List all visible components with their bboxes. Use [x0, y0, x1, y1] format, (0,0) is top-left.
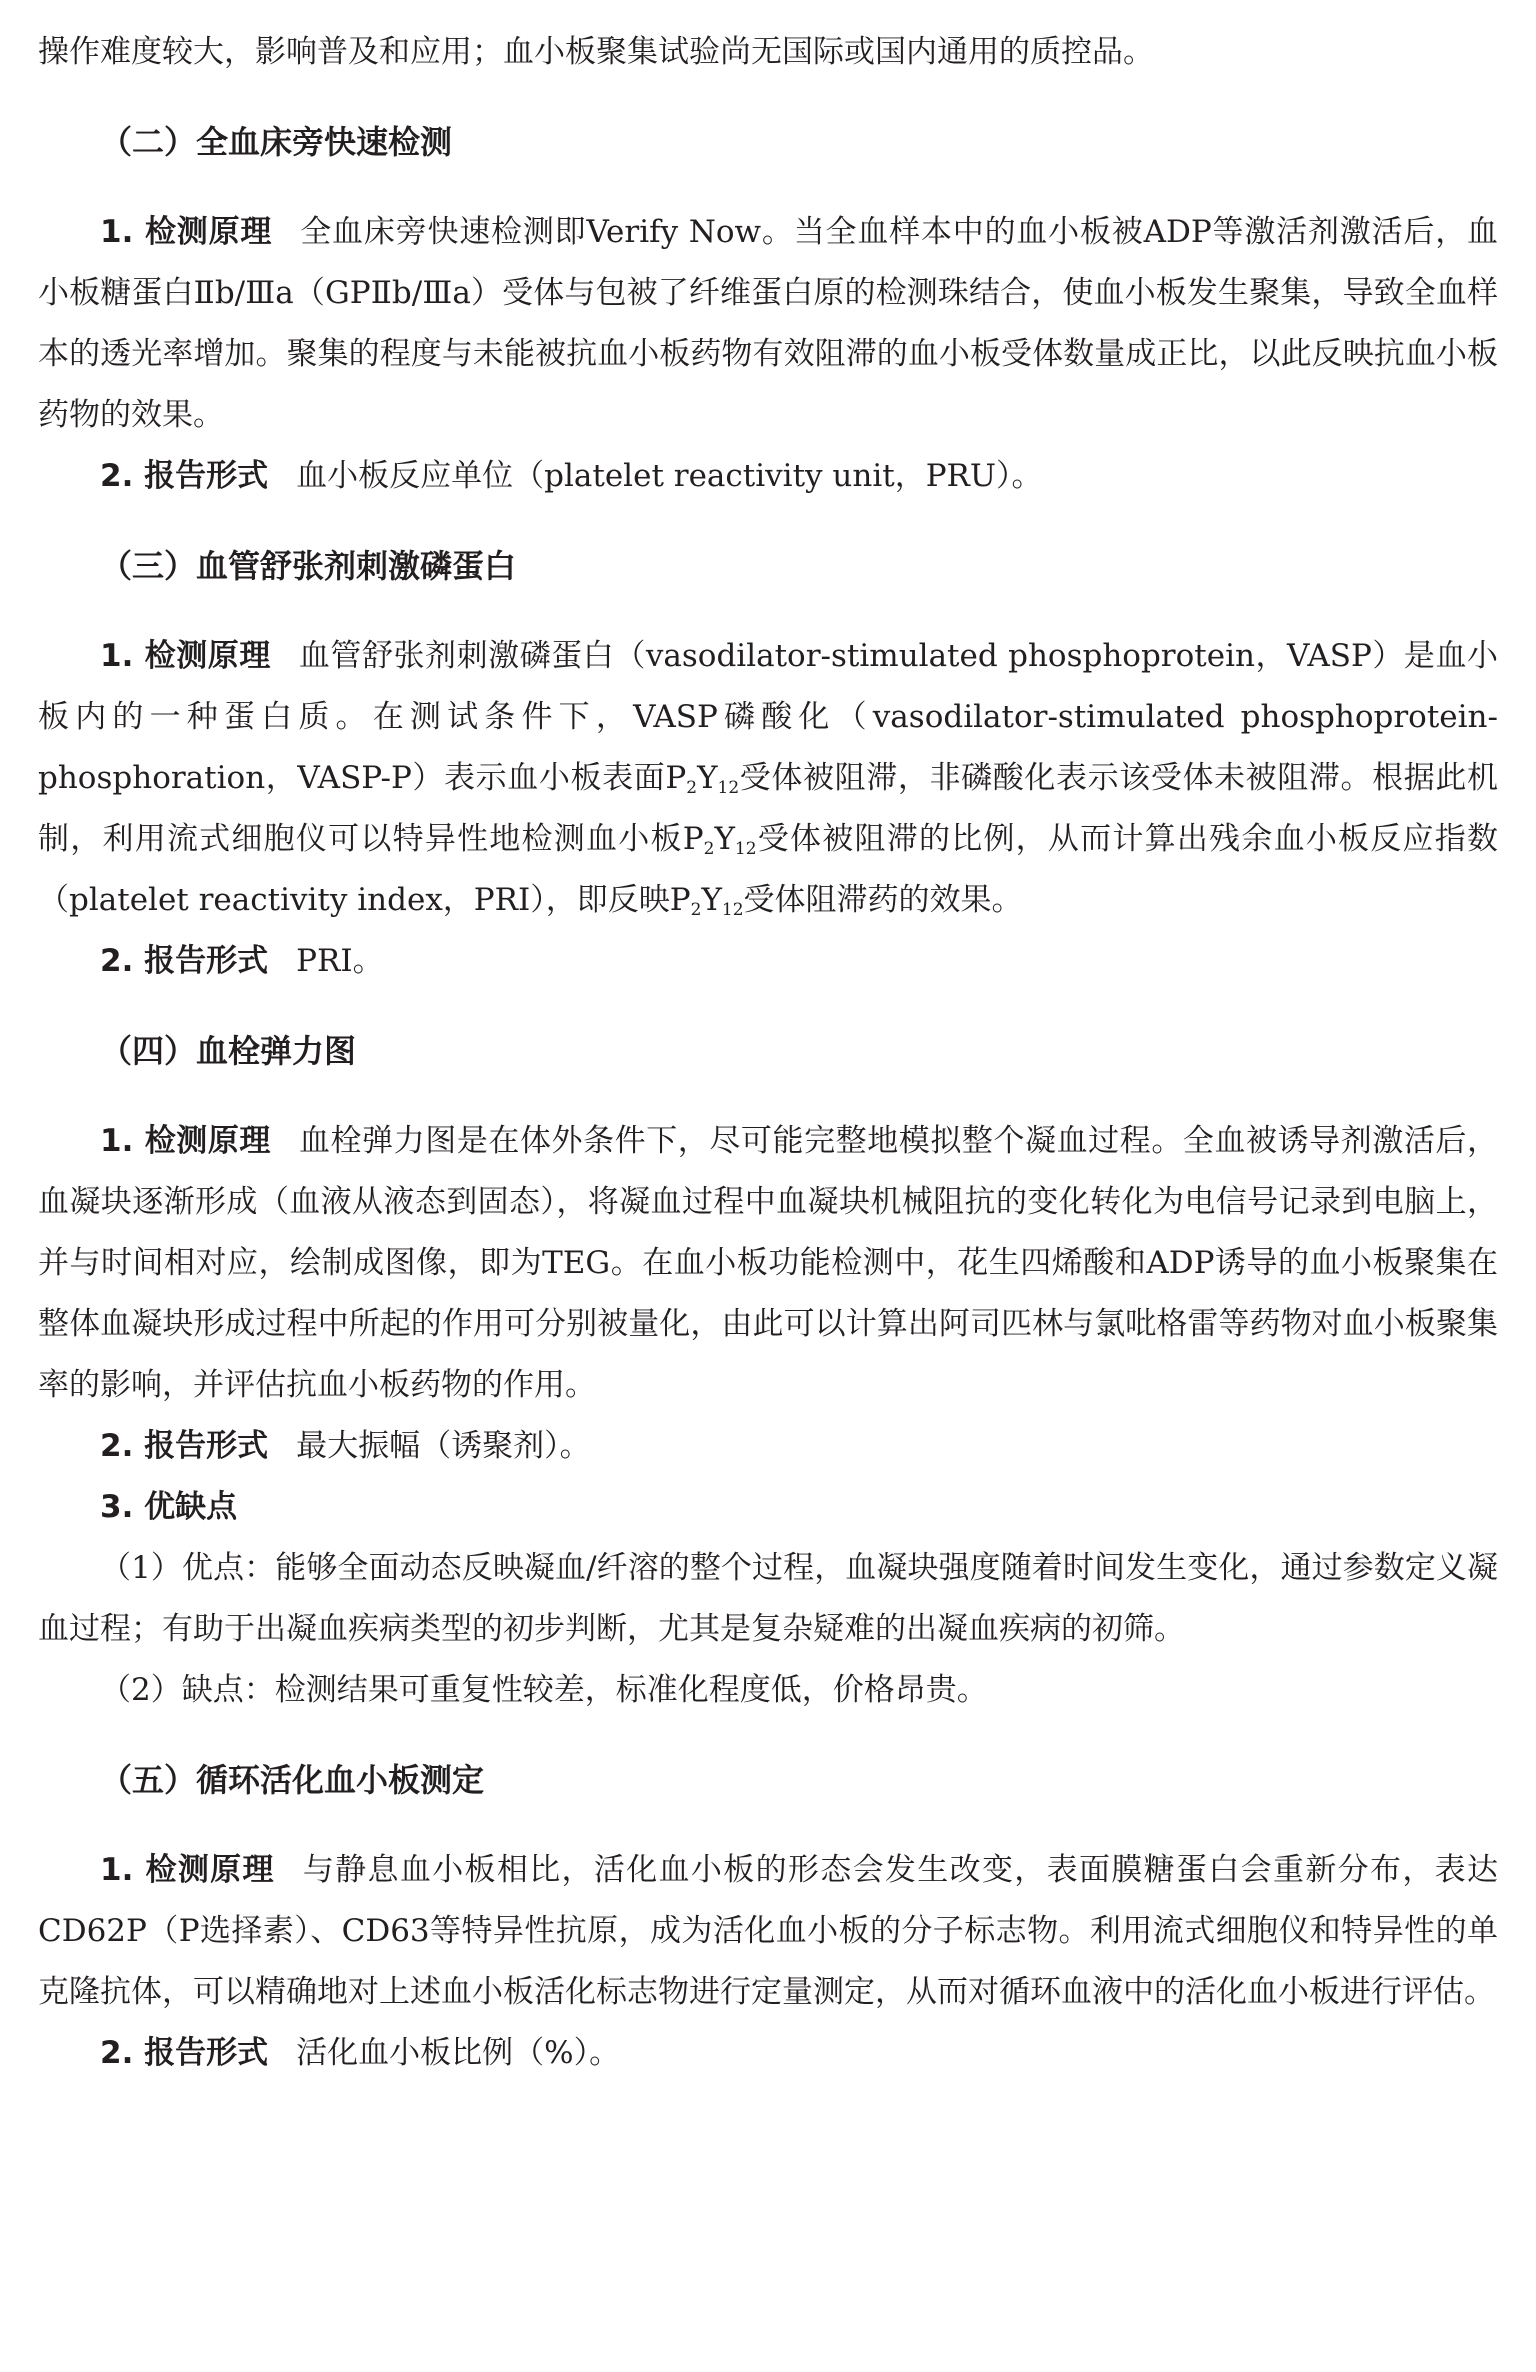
principle-text: 全血床旁快速检测即Verify Now。当全血样本中的血小板被ADP等激活剂激活后，血小板糖蛋白Ⅱb/Ⅲa（GPⅡb/Ⅲa）受体与包被了纤维蛋白原的检测珠结合，使血小板发生聚集，导致全血样本的透光率增加。聚集的程度与未能被抗血小板药物有效阻滞的血小板受体数量成正比，以此反映抗血小板药物的效果。 [38, 214, 1499, 433]
letter-y: Y [701, 882, 722, 918]
subscript-2: 2 [690, 900, 702, 920]
subscript-12: 12 [734, 839, 757, 859]
report-label: 2. 报告形式 [100, 2035, 269, 2071]
principle-text: 血栓弹力图是在体外条件下，尽可能完整地模拟整个凝血过程。全血被诱导剂激活后，血凝块逐渐形成（血液从液态到固态），将凝血过程中血凝块机械阻抗的变化转化为电信号记录到电脑上，并与时间相对应，绘制成图像，即为TEG。在血小板功能检测中，花生四烯酸和ADP诱导的血小板聚集在整体血凝块形成过程中所起的作用可分别被量化，由此可以计算出阿司匹林与氯吡格雷等药物对血小板聚集率的影响，并评估抗血小板药物的作用。 [38, 1123, 1498, 1403]
subscript-2: 2 [686, 778, 698, 798]
intro-paragraph: 操作难度较大，影响普及和应用；血小板聚集试验尚无国际或国内通用的质控品。 [38, 34, 1154, 70]
section-heading-vasp: （三）血管舒张剂刺激磷蛋白 [100, 547, 517, 585]
principle-text-part-a: 血管舒张剂刺激磷蛋白（vasodilator-stimulated phosphoprotein，VASP）是血小板内的一种蛋白质。在测试条件下，VASP磷酸化（vasodilator-stimulated phosphoprotein-phosphoration，VASP-P）表示血小板表面P [38, 638, 1498, 796]
subscript-12: 12 [721, 900, 744, 920]
principle-paragraph-activated-platelets [38, 1840, 1498, 2023]
principle-paragraph-teg [38, 1111, 1498, 1416]
principle-label: 1. 检测原理 [100, 1123, 271, 1159]
report-paragraph-teg [38, 1416, 1498, 1477]
section-heading-activated-platelets: （五）循环活化血小板测定 [100, 1761, 485, 1799]
report-label: 2. 报告形式 [100, 943, 269, 979]
report-text: PRI。 [296, 943, 384, 979]
principle-text-part-b: 受体被阻滞，非磷酸化表示该受体未被阻滞。根据此机制，利用流式细胞仪可以特异性地检测血小板P [38, 760, 1499, 857]
report-paragraph-vasp [38, 931, 1498, 992]
report-label: 2. 报告形式 [100, 458, 269, 494]
subscript-12: 12 [717, 778, 740, 798]
principle-text: 与静息血小板相比，活化血小板的形态会发生改变，表面膜糖蛋白会重新分布，表达CD62P（P选择素）、CD63等特异性抗原，成为活化血小板的分子标志物。利用流式细胞仪和特异性的单克隆抗体，可以精确地对上述血小板活化标志物进行定量测定，从而对循环血液中的活化血小板进行评估。 [38, 1852, 1499, 2010]
report-label: 2. 报告形式 [100, 1428, 269, 1464]
principle-label: 1. 检测原理 [100, 638, 271, 674]
principle-text-part-c: 受体被阻滞的比例，从而计算出残余血小板反应指数（platelet reactivity index，PRI），即反映P [38, 821, 1499, 918]
pros-paragraph: （1）优点：能够全面动态反映凝血/纤溶的整个过程，血凝块强度随着时间发生变化，通过参数定义凝血过程；有助于出凝血疾病类型的初步判断，尤其是复杂疑难的出凝血疾病的初筛。 [38, 1550, 1498, 1647]
letter-y: Y [697, 760, 718, 796]
principle-label: 1. 检测原理 [100, 214, 273, 250]
pros-cons-heading [38, 1477, 1498, 1538]
report-text: 最大振幅（诱聚剂）。 [296, 1428, 591, 1464]
report-paragraph-activated-platelets [38, 2023, 1498, 2084]
section-heading-whole-blood-poc: （二）全血床旁快速检测 [100, 123, 453, 161]
principle-label: 1. 检测原理 [100, 1852, 275, 1888]
cons-paragraph: （2）缺点：检测结果可重复性较差，标准化程度低，价格昂贵。 [100, 1672, 988, 1708]
letter-y: Y [714, 821, 735, 857]
document-page [38, 22, 1498, 2084]
report-text: 活化血小板比例（%）。 [296, 2035, 621, 2071]
principle-paragraph-vasp [38, 626, 1498, 931]
report-paragraph-whole-blood-poc [38, 446, 1498, 507]
report-text: 血小板反应单位（platelet reactivity unit，PRU）。 [296, 458, 1043, 494]
section-heading-teg: （四）血栓弹力图 [100, 1032, 357, 1070]
principle-text-part-d: 受体阻滞药的效果。 [743, 882, 1023, 918]
subscript-2: 2 [703, 839, 715, 859]
principle-paragraph-whole-blood-poc [38, 202, 1498, 446]
pros-cons-label: 3. 优缺点 [100, 1489, 238, 1525]
